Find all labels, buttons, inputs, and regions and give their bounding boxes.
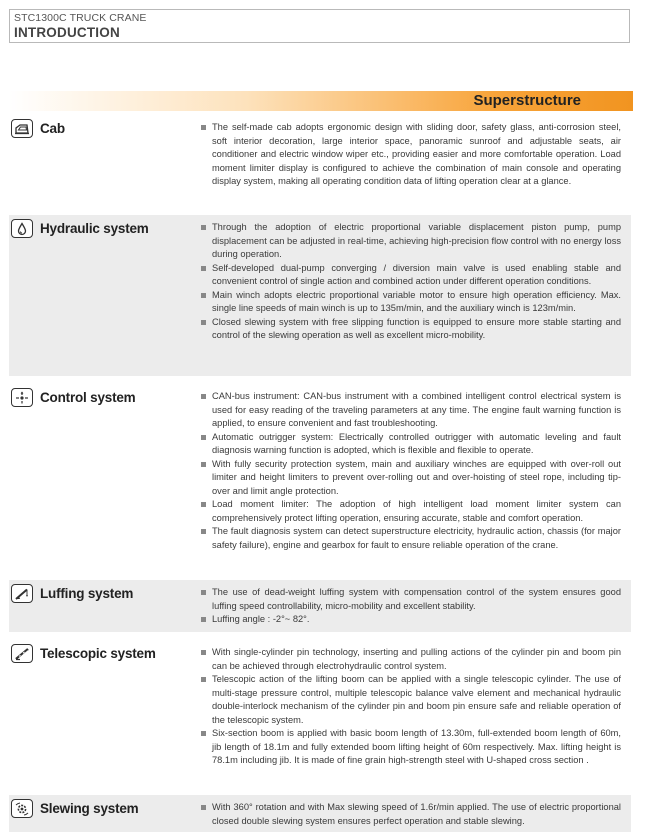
row-head	[11, 119, 65, 138]
bullet-list	[201, 586, 621, 627]
header-box	[9, 9, 630, 43]
bullet-item: Main winch adopts electric proportional variable motor to ensure high operation efficiency. Max. single line speeds of main winch is up to 135m/min, and the auxiliary winch is 123m/min.	[201, 289, 621, 316]
slewing-gear-icon	[11, 799, 33, 818]
row-title: Luffing system	[40, 586, 134, 601]
bullet-list	[201, 221, 621, 343]
section-banner	[9, 91, 633, 111]
row-head	[11, 219, 149, 238]
bullet-item: CAN-bus instrument: CAN-bus instrument with a combined intelligent control electrical system is used for easy reading of the traveling parameters at any time. The engine fault warning function is applied, to ensure convenient and fast troubleshooting.	[201, 390, 621, 431]
section-title: Superstructure	[473, 92, 581, 109]
bullet-item: Load moment limiter: The adoption of high intelligent load moment limiter system can comprehensively protect lifting operation, ensuring accurate, stable and comfort operation.	[201, 498, 621, 525]
row-head	[11, 584, 133, 603]
bullet-list	[201, 801, 621, 828]
row-title: Telescopic system	[40, 646, 156, 661]
bullet-item: Automatic outrigger system: Electrically controlled outrigger with automatic leveling and fault diagnosis warning function is adopted, which is flexible and flexible to operate.	[201, 431, 621, 458]
document-subtitle: STC1300C TRUCK CRANE	[14, 12, 147, 24]
row-head	[11, 644, 156, 663]
bullet-list	[201, 646, 621, 768]
bullet-item: Telescopic action of the lifting boom can be applied with a single telescopic cylinder. The use of multi-stage pressure control, multiple telescopic balance valve element and mechanical hydraulic double-interlock mechanism of the cylinder pin and boom pin ensure safe and reliable operation of the telescopic system.	[201, 673, 621, 727]
row-hydraulic-system	[9, 215, 631, 376]
bullet-item: Through the adoption of electric proportional variable displacement piston pump, pump displacement can be adjusted in real-time, achieving high-precision flow control with no energy loss during operation.	[201, 221, 621, 262]
row-control-system	[9, 384, 631, 574]
bullet-item: With 360° rotation and with Max slewing speed of 1.6r/min applied. The use of electric proportional closed double slewing system ensures perfect operation and stable slewing.	[201, 801, 621, 828]
hydraulic-drop-icon	[11, 219, 33, 238]
row-slewing-system	[9, 795, 631, 832]
row-title: Cab	[40, 121, 65, 136]
bullet-list	[201, 121, 621, 189]
row-cab	[9, 115, 631, 207]
bullet-item: With fully security protection system, main and auxiliary winches are equipped with over-roll out limiter and height limiters to prevent over-rolling out and over-hoisting of steel rope, including tip-over and limit angle protection.	[201, 458, 621, 499]
row-head	[11, 799, 139, 818]
control-joystick-icon	[11, 388, 33, 407]
bullet-list	[201, 390, 621, 552]
luffing-boom-icon	[11, 584, 33, 603]
bullet-item: The use of dead-weight luffing system with compensation control of the system ensures good luffing speed controllability, micro-mobility and excellent stability.	[201, 586, 621, 613]
row-head	[11, 388, 135, 407]
telescopic-boom-icon	[11, 644, 33, 663]
bullet-item: The self-made cab adopts ergonomic design with sliding door, safety glass, anti-corrosion steel, soft interior decoration, large interior space, panoramic sunroof and adjustable seats, air conditioner and electric window wiper etc., providing easier and more comfortable operation. Load moment limiter display is configured to achieve the combination of main console and operating display system, making all operating condition data of lifting operation clear at a glance.	[201, 121, 621, 189]
row-title: Control system	[40, 390, 136, 405]
row-title: Hydraulic system	[40, 221, 149, 236]
row-luffing-system	[9, 580, 631, 632]
bullet-item: The fault diagnosis system can detect superstructure electricity, hydraulic action, chassis (for major safety failure), engine and gearbox for fault to ensure reliable operation of the crane.	[201, 525, 621, 552]
bullet-item: Closed slewing system with free slipping function is equipped to ensure more stable starting and control of the slewing operation as well as excellent micro-mobility.	[201, 316, 621, 343]
bullet-item: Luffing angle : -2°~ 82°.	[201, 613, 621, 627]
bullet-item: With single-cylinder pin technology, inserting and pulling actions of the cylinder pin and boom pin can be achieved through electrohydraulic control system.	[201, 646, 621, 673]
row-telescopic-system	[9, 640, 631, 788]
document-title: INTRODUCTION	[14, 25, 120, 40]
cab-icon	[11, 119, 33, 138]
row-title: Slewing system	[40, 801, 139, 816]
bullet-item: Self-developed dual-pump converging / diversion main valve is used enabling stable and convenient control of single action and combined action under different operation conditions.	[201, 262, 621, 289]
bullet-item: Six-section boom is applied with basic boom length of 13.30m, full-extended boom length of 60m, jib length of 18.1m and fully extended boom lifting height of 60m respectively. Max. lifting height is 78.1m including jib. It is made of fine grain high-strength steel with U-shaped cross section .	[201, 727, 621, 768]
